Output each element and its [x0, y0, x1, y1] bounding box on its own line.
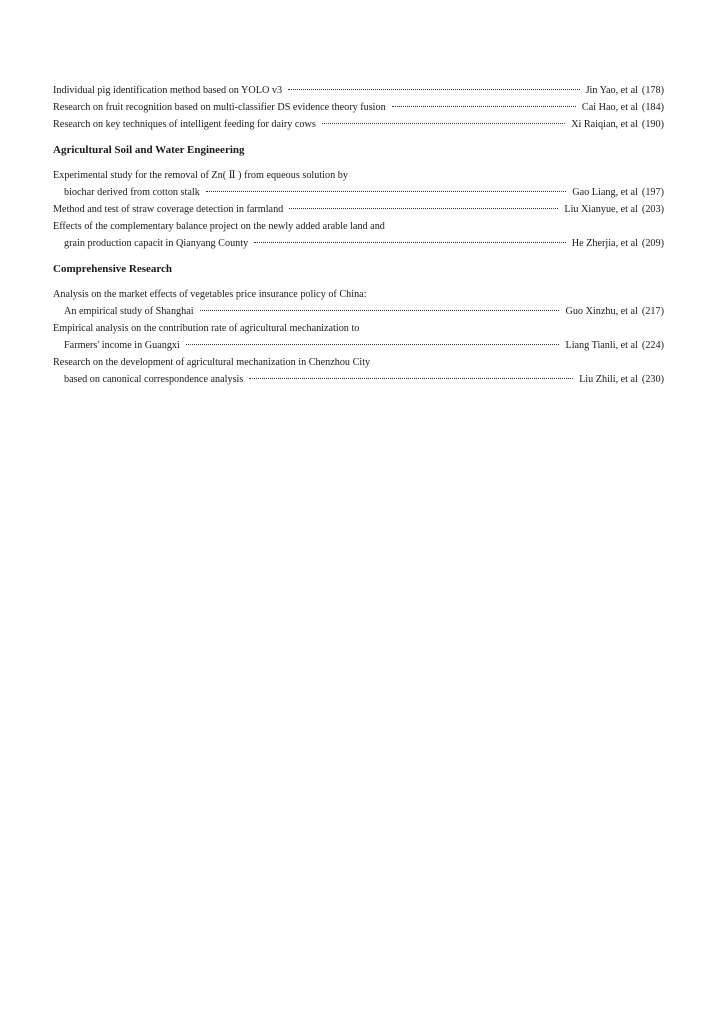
entry-author: Liu Xianyue, et al — [564, 204, 638, 215]
toc-entry-title-line — [53, 218, 664, 235]
toc-entry — [53, 116, 664, 133]
entry-author: Gao Liang, et al — [572, 187, 638, 198]
entry-page-number: (230) — [641, 374, 664, 385]
entry-author: Xi Raiqian, et al — [571, 119, 638, 130]
entry-author: Liang Tianli, et al — [565, 340, 638, 351]
dot-leader — [289, 208, 558, 209]
table-of-contents — [53, 82, 664, 388]
dot-leader — [186, 344, 560, 345]
section-heading: Agricultural Soil and Water Engineering — [53, 144, 245, 156]
entry-author: Liu Zhili, et al — [579, 374, 638, 385]
entry-title: Farmers' income in Guangxi — [64, 340, 180, 351]
toc-entry — [53, 82, 664, 99]
toc-entry — [53, 337, 664, 354]
entry-title: Individual pig identification method based on YOLO v3 — [53, 85, 283, 96]
entry-page-number: (203) — [641, 204, 664, 215]
entry-author: Guo Xinzhu, et al — [565, 306, 638, 317]
entry-title-line1: Research on the development of agricultural mechanization in Chenzhou City — [53, 357, 371, 368]
entry-title-line1: Experimental study for the removal of Zn( Ⅱ ) from equeous solution by — [53, 170, 348, 181]
toc-entry-title-line — [53, 286, 664, 303]
toc-entry — [53, 201, 664, 218]
entry-page-number: (197) — [641, 187, 664, 198]
entry-title: Method and test of straw coverage detection in farmland — [53, 204, 284, 215]
entry-title: An empirical study of Shanghai — [64, 306, 194, 317]
entry-page-number: (184) — [641, 102, 664, 113]
entry-page-number: (217) — [641, 306, 664, 317]
entry-title: Research on key techniques of intelligent feeding for dairy cows — [53, 119, 316, 130]
toc-entry — [53, 184, 664, 201]
dot-leader — [200, 310, 560, 311]
entry-title-line1: Analysis on the market effects of vegetables price insurance policy of China: — [53, 289, 367, 300]
toc-entry-title-line — [53, 354, 664, 371]
entry-title: biochar derived from cotton stalk — [64, 187, 200, 198]
dot-leader — [206, 191, 566, 192]
entry-page-number: (178) — [641, 85, 664, 96]
entry-title-line1: Empirical analysis on the contribution rate of agricultural mechanization to — [53, 323, 360, 334]
entry-page-number: (209) — [641, 238, 664, 249]
section-heading: Comprehensive Research — [53, 263, 173, 275]
entry-author: He Zherjia, et al — [571, 238, 638, 249]
entry-page-number: (190) — [641, 119, 664, 130]
dot-leader — [392, 106, 576, 107]
dot-leader — [254, 242, 566, 243]
toc-entry — [53, 235, 664, 252]
entry-title-line1: Effects of the complementary balance project on the newly added arable land and — [53, 221, 385, 232]
toc-entry-title-line — [53, 320, 664, 337]
toc-entry — [53, 303, 664, 320]
entry-title: based on canonical correspondence analysis — [64, 374, 244, 385]
entry-page-number: (224) — [641, 340, 664, 351]
entry-author: Jin Yao, et al — [585, 85, 638, 96]
entry-title: grain production capacit in Qianyang County — [64, 238, 249, 249]
entry-title: Research on fruit recognition based on multi-classifier DS evidence theory fusion — [53, 102, 386, 113]
dot-leader — [249, 378, 573, 379]
entry-author: Cai Hao, et al — [581, 102, 638, 113]
toc-entry-title-line — [53, 167, 664, 184]
dot-leader — [288, 89, 579, 90]
toc-entry — [53, 99, 664, 116]
dot-leader — [322, 123, 565, 124]
toc-entry — [53, 371, 664, 388]
